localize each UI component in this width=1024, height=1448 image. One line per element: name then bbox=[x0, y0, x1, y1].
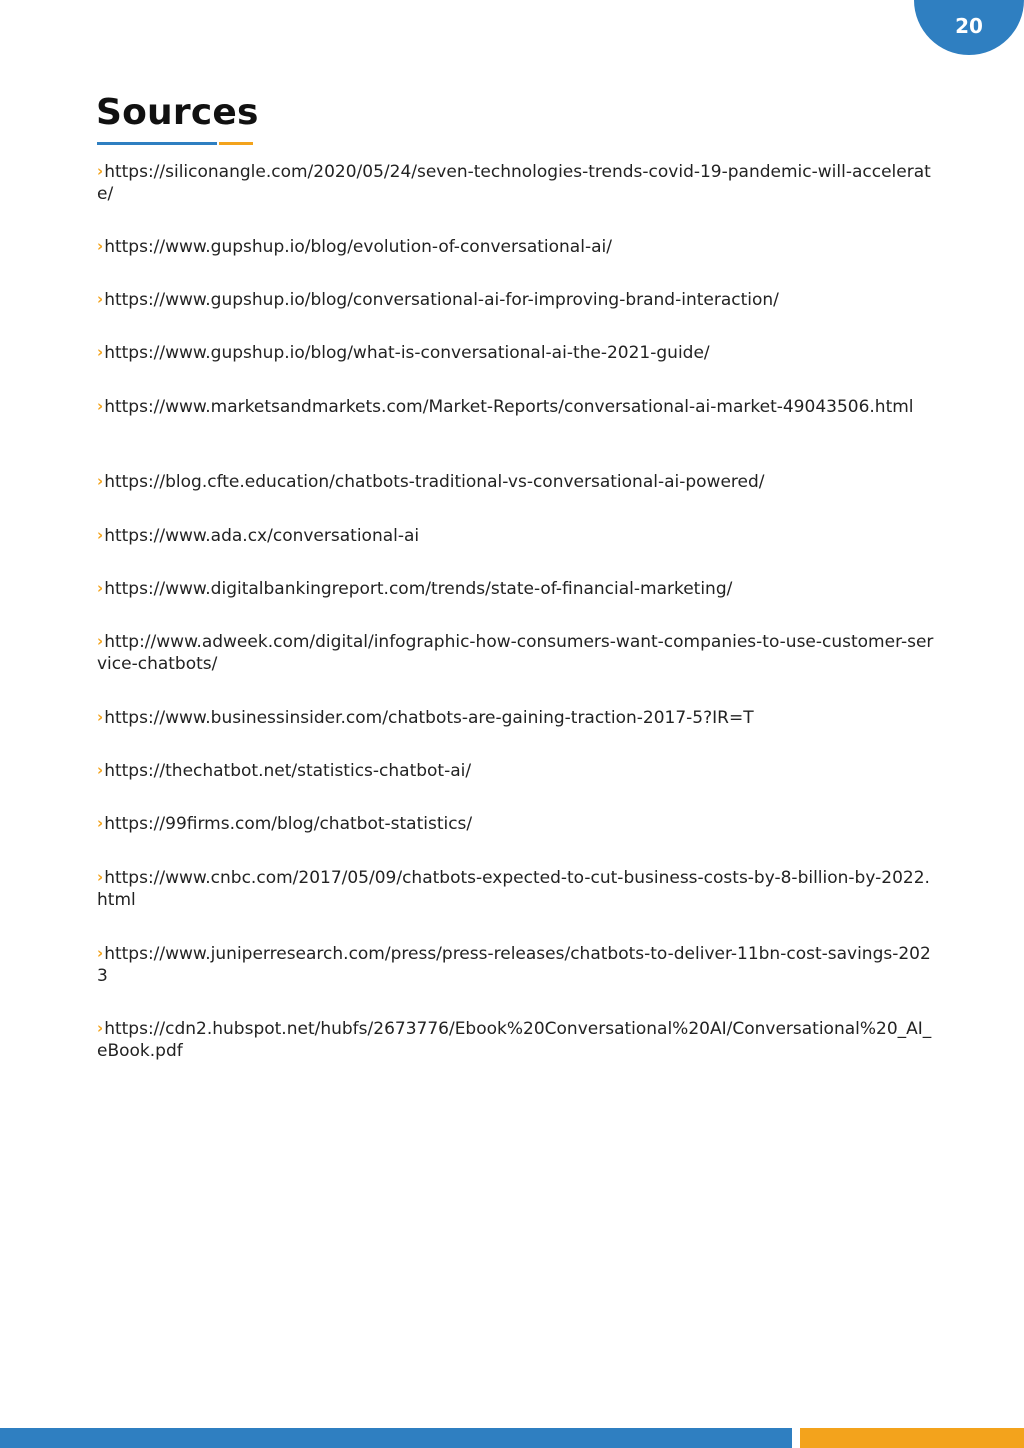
source-item bbox=[97, 235, 935, 258]
source-item bbox=[97, 759, 935, 782]
chevron-right-icon: › bbox=[97, 579, 104, 597]
chevron-right-icon: › bbox=[97, 237, 104, 255]
footer-bar-blue bbox=[0, 1428, 792, 1448]
source-link[interactable]: https://blog.cfte.education/chatbots-traditional-vs-conversational-ai-powered/ bbox=[104, 472, 765, 492]
chevron-right-icon: › bbox=[97, 868, 104, 886]
title-underline-orange bbox=[219, 142, 253, 145]
chevron-right-icon: › bbox=[97, 814, 104, 832]
chevron-right-icon: › bbox=[97, 290, 104, 308]
source-link[interactable]: https://www.gupshup.io/blog/conversational-ai-for-improving-brand-interaction/ bbox=[104, 290, 779, 310]
source-item bbox=[97, 1017, 935, 1062]
chevron-right-icon: › bbox=[97, 632, 104, 650]
title-underline-blue bbox=[97, 142, 217, 145]
source-link[interactable]: https://www.marketsandmarkets.com/Market-Reports/conversational-ai-market-49043506.html bbox=[104, 397, 914, 417]
chevron-right-icon: › bbox=[97, 526, 104, 544]
chevron-right-icon: › bbox=[97, 708, 104, 726]
chevron-right-icon: › bbox=[97, 944, 104, 962]
chevron-right-icon: › bbox=[97, 343, 104, 361]
source-item bbox=[97, 706, 935, 729]
source-link[interactable]: https://www.juniperresearch.com/press/press-releases/chatbots-to-deliver-11bn-cost-savings-2023 bbox=[97, 944, 931, 986]
chevron-right-icon: › bbox=[97, 397, 104, 415]
source-link[interactable]: https://cdn2.hubspot.net/hubfs/2673776/Ebook%20Conversational%20AI/Conversational%20_AI_eBook.pdf bbox=[97, 1019, 932, 1061]
source-item bbox=[97, 524, 935, 547]
source-item bbox=[97, 812, 935, 835]
chevron-right-icon: › bbox=[97, 472, 104, 490]
source-link[interactable]: https://thechatbot.net/statistics-chatbot-ai/ bbox=[104, 761, 472, 781]
source-item bbox=[97, 160, 935, 205]
source-item bbox=[97, 341, 935, 364]
footer-bar-orange bbox=[800, 1428, 1024, 1448]
chevron-right-icon: › bbox=[97, 1019, 104, 1037]
source-link[interactable]: https://www.businessinsider.com/chatbots-are-gaining-traction-2017-5?IR=T bbox=[104, 708, 754, 728]
source-item bbox=[97, 577, 935, 600]
source-item bbox=[97, 395, 935, 418]
source-item bbox=[97, 942, 935, 987]
page-title: Sources bbox=[96, 92, 259, 133]
source-link[interactable]: https://www.cnbc.com/2017/05/09/chatbots-expected-to-cut-business-costs-by-8-billion-by-2022.html bbox=[97, 868, 930, 910]
chevron-right-icon: › bbox=[97, 162, 104, 180]
source-link[interactable]: https://www.ada.cx/conversational-ai bbox=[104, 526, 420, 546]
source-link[interactable]: https://www.gupshup.io/blog/evolution-of-conversational-ai/ bbox=[104, 237, 612, 257]
source-link[interactable]: https://99firms.com/blog/chatbot-statistics/ bbox=[104, 814, 473, 834]
source-item bbox=[97, 288, 935, 311]
source-link[interactable]: https://www.gupshup.io/blog/what-is-conversational-ai-the-2021-guide/ bbox=[104, 343, 710, 363]
page-number: 20 bbox=[955, 14, 983, 38]
source-item bbox=[97, 470, 935, 493]
source-item bbox=[97, 630, 935, 675]
source-link[interactable]: https://siliconangle.com/2020/05/24/seven-technologies-trends-covid-19-pandemic-will-accelerate/ bbox=[97, 162, 931, 204]
source-item bbox=[97, 866, 935, 911]
chevron-right-icon: › bbox=[97, 761, 104, 779]
source-link[interactable]: https://www.digitalbankingreport.com/trends/state-of-financial-marketing/ bbox=[104, 579, 733, 599]
source-link[interactable]: http://www.adweek.com/digital/infographic-how-consumers-want-companies-to-use-customer-service-chatbots/ bbox=[97, 632, 934, 674]
